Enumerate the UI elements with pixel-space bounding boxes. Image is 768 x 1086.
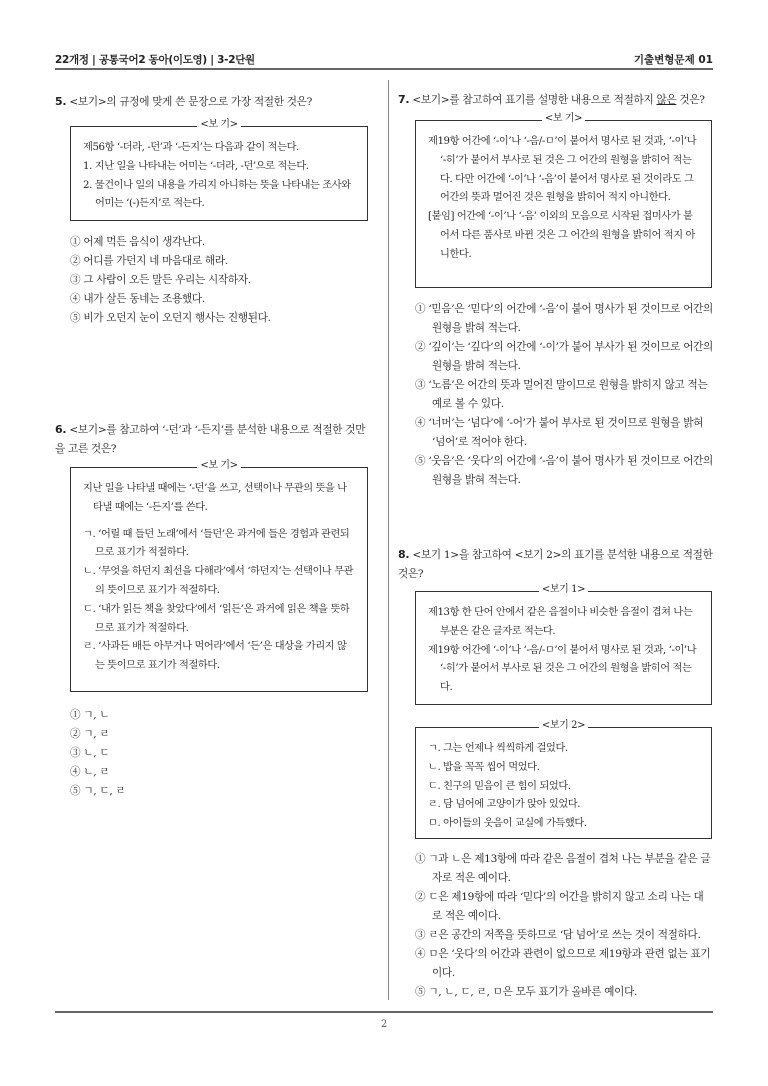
question-7-text-end: 것은? — [676, 94, 705, 106]
question-8-choices — [415, 850, 713, 1002]
question-5-number: 5. — [55, 95, 67, 108]
question-6-bogi-item: ㄴ. ‘무엇을 하던지 최선을 다해라’에서 ‘하던지’는 선택이나 무관의 뜻이므로 표기가 적절하다. — [83, 566, 354, 596]
question-8-bogi2-line: ㄴ. 밥을 꼭꼭 씹어 먹었다. — [428, 761, 540, 773]
question-7-number: 7. — [398, 93, 410, 106]
question-7-bogi-line: 제19항 어간에 ‘-이’나 ‘-음/-ㅁ’이 붙어서 명사로 된 것과, ‘-이’나 ‘-히’가 붙어서 부사로 된 것은 그 어간의 원형을 밝히어 적는다. 다만 어간에 ‘-이’나 ‘-음’이 붙어서 명사로 된 것이라도 그 어간의 뜻과 멀어진 것은 원형을 밝히어 적지 아니한다. — [428, 136, 697, 204]
question-8-bogi2-line: ㄱ. 그는 언제나 씩씩하게 걸었다. — [428, 743, 568, 754]
question-8-choice[interactable]: ③ ㄹ은 공간의 저쪽을 뜻하므로 ‘담 넘어’로 쓰는 것이 적절하다. — [415, 929, 701, 941]
question-6-choice[interactable]: ② ㄱ, ㄹ — [70, 728, 110, 740]
question-6-bogi-item: ㄹ. ‘사과든 배든 아무거나 먹어라’에서 ‘든’은 대상을 가리지 않는 뜻이므로 표기가 적절하다. — [83, 641, 347, 672]
question-8-bogi2-line: ㅁ. 아이들의 웃음이 교실에 가득했다. — [428, 818, 587, 830]
question-7-choice[interactable]: ④ ‘너머’는 ‘넘다’에 ‘-어’가 붙어 부사로 된 것이므로 원형을 밝혀 ‘넘어’로 적어야 한다. — [415, 417, 704, 448]
question-8-text: <보기 1>을 참고하여 <보기 2>의 표기를 분석한 내용으로 적절한 것은? — [398, 549, 713, 580]
question-5-choice[interactable]: ② 어디를 가던지 네 마음대로 해라. — [70, 255, 228, 267]
question-7-choice[interactable]: ⑤ ‘웃음’은 ‘웃다’의 어간에 ‘-음’이 붙어 명사가 된 것이므로 어간의 원형을 밝혀 적는다. — [415, 455, 713, 486]
question-5-choice[interactable]: ④ 내가 살든 동네는 조용했다. — [70, 293, 205, 305]
question-8-number: 8. — [398, 548, 410, 561]
question-8-bogi1-box — [415, 584, 712, 705]
question-6-choice[interactable]: ⑤ ㄱ, ㄷ, ㄹ — [70, 785, 126, 797]
question-8-bogi2-box — [415, 720, 712, 839]
question-6-choices — [70, 706, 270, 801]
question-7-bogi-line: [붙임] 어간에 ‘-이’나 ‘-음’ 이외의 모음으로 시작된 접미사가 붙어서 다른 품사로 바뀐 것은 그 어간의 원형을 밝히어 적지 아니한다. — [428, 211, 695, 260]
page-header — [55, 48, 713, 68]
column-divider — [388, 80, 389, 1000]
question-7-bogi-title: <보 기> — [542, 113, 585, 124]
question-7-choice[interactable]: ① ‘믿음’은 ‘믿다’의 어간에 ‘-음’이 붙어 명사가 된 것이므로 어간의 원형을 밝혀 적는다. — [415, 303, 713, 334]
question-5-stem — [55, 92, 380, 112]
question-6-bogi-item: ㄷ. ‘내가 읽든 책을 찾았다’에서 ‘읽든’은 과거에 읽은 책을 뜻하므로 표기가 적절하다. — [83, 603, 350, 634]
question-6-text: <보기>를 참고하여 ‘-던’과 ‘-든지’를 분석한 내용으로 적절한 것만을 고른 것은? — [55, 424, 366, 455]
page-number: 2 — [380, 1019, 388, 1030]
question-6-choice[interactable]: ④ ㄴ, ㄹ — [70, 766, 110, 778]
header-worksheet-title: 기출변형문제 01 — [633, 54, 713, 66]
question-8-choice[interactable]: ② ㄷ은 제19항에 따라 ‘믿다’의 어간을 밝히지 않고 소리 나는 대로 적은 예이다. — [415, 891, 704, 922]
question-6-bogi-intro: 지난 일을 나타낼 때에는 ‘-던’을 쓰고, 선택이나 무관의 뜻을 나타낼 때에는 ‘-든지’를 쓴다. — [83, 483, 347, 513]
question-5-choices — [70, 233, 370, 328]
question-8-choice[interactable]: ① ㄱ과 ㄴ은 제13항에 따라 같은 음절이 겹쳐 나는 부분을 같은 글자로 적은 예이다. — [415, 853, 711, 884]
question-8-bogi1-line: 제13항 한 단어 안에서 같은 음절이나 비슷한 음절이 겹쳐 나는 부분은 같은 글자로 적는다. — [428, 607, 693, 637]
question-7-emphasis: 않은 — [656, 94, 677, 106]
question-6-bogi-title: <보 기> — [197, 460, 240, 471]
question-5-text: <보기>의 규정에 맞게 쓴 문장으로 가장 적절한 것은? — [69, 96, 312, 108]
question-6-choice[interactable]: ① ㄱ, ㄴ — [70, 709, 110, 721]
question-7-stem — [398, 90, 718, 110]
question-7-bogi-box — [415, 113, 712, 288]
question-5-choice[interactable]: ① 어제 먹든 음식이 생각난다. — [70, 236, 205, 248]
question-8-choice[interactable]: ④ ㅁ은 ‘웃다’의 어간과 관련이 없으므로 제19항과 관련 없는 표기이다. — [415, 948, 711, 979]
question-5-choice[interactable]: ⑤ 비가 오던지 눈이 오던지 행사는 진행된다. — [70, 312, 271, 324]
question-5-bogi-title: <보 기> — [197, 119, 240, 130]
footer-divider — [55, 1011, 713, 1013]
question-5-bogi-box — [70, 119, 368, 221]
question-8-stem — [398, 545, 716, 584]
question-6-bogi-item: ㄱ. ‘어릴 때 들던 노래’에서 ‘들던’은 과거에 들은 경험과 관련되므로 표기가 적절하다. — [83, 528, 350, 559]
question-7-choice[interactable]: ② ‘깊이’는 ‘깊다’의 어간에 ‘-이’가 붙어 부사가 된 것이므로 어간의 원형을 밝혀 적는다. — [415, 341, 713, 372]
question-8-bogi2-title: <보기 2> — [539, 720, 588, 731]
question-8-bogi1-title: <보기 1> — [539, 584, 588, 595]
question-5-bogi-line: 2. 물건이나 일의 내용을 가리지 아니하는 뜻을 나타내는 조사와 어미는 ‘(-)든지’로 적는다. — [83, 179, 351, 210]
question-5-bogi-line: 1. 지난 일을 나타내는 어미는 ‘-더라, -던’으로 적는다. — [83, 160, 309, 172]
header-divider — [55, 68, 713, 70]
question-7-text: <보기>를 참고하여 표기를 설명한 내용으로 적절하지 — [412, 94, 657, 106]
question-5-choice[interactable]: ③ 그 사람이 오든 말든 우리는 시작하자. — [70, 274, 251, 286]
question-6-number: 6. — [55, 423, 67, 436]
question-6-bogi-box — [70, 460, 368, 692]
question-6-stem — [55, 420, 373, 459]
header-course-info: 22개정 | 공통국어2 동아(이도영) | 3-2단원 — [55, 54, 255, 66]
question-7-choice[interactable]: ③ ‘노름’은 어간의 뜻과 멀어진 말이므로 원형을 밝히지 않고 적는 예로 볼 수 있다. — [415, 379, 708, 410]
question-7-choices — [415, 300, 713, 490]
question-8-choice[interactable]: ⑤ ㄱ, ㄴ, ㄷ, ㄹ, ㅁ은 모두 표기가 올바른 예이다. — [415, 986, 638, 998]
question-8-bogi2-line: ㄷ. 친구의 믿음이 큰 힘이 되었다. — [428, 780, 571, 792]
question-8-bogi2-line: ㄹ. 담 넘어에 고양이가 앉아 있었다. — [428, 799, 581, 811]
question-6-choice[interactable]: ③ ㄴ, ㄷ — [70, 747, 110, 759]
question-5-bogi-line: 제56항 ‘-더라, -던’과 ‘-든지’는 다음과 같이 적는다. — [83, 142, 299, 153]
question-8-bogi1-line: 제19항 어간에 ‘-이’나 ‘-음/-ㅁ’이 붙어서 명사로 된 것과, ‘-이’나 ‘-히’가 붙어서 부사로 된 것은 그 어간의 원형을 밝히어 적는다. — [428, 644, 697, 694]
